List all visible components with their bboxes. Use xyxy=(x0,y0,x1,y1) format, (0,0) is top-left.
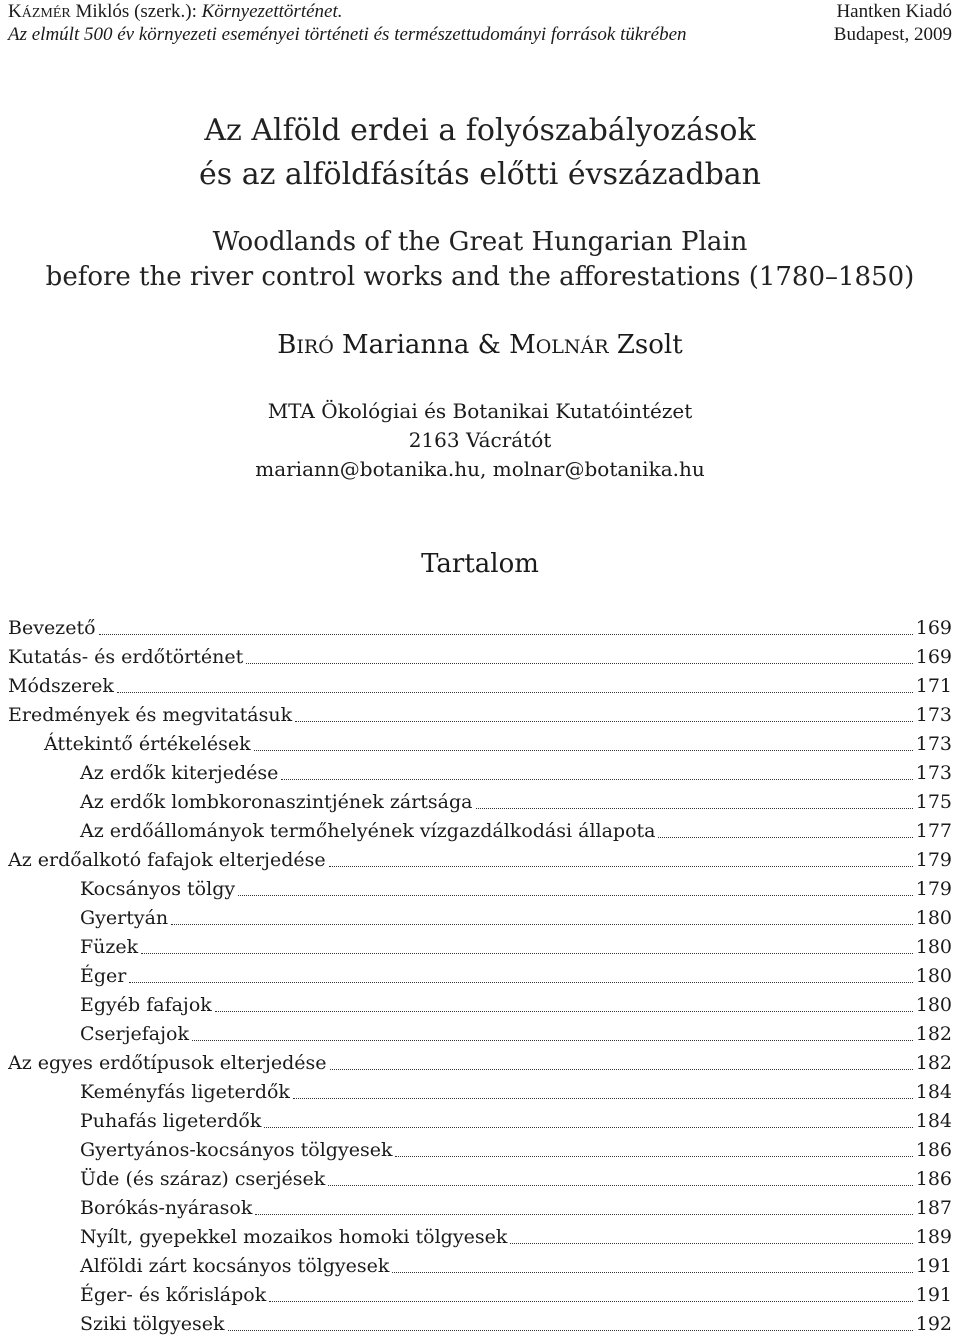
toc-entry xyxy=(8,1136,952,1165)
toc-entry-label: Módszerek xyxy=(8,675,114,697)
editor-surname-initial: K xyxy=(8,1,22,22)
toc-entry-page: 173 xyxy=(915,733,952,755)
toc-title: Tartalom xyxy=(421,549,539,579)
toc-dot-leader xyxy=(171,924,913,925)
toc-entry-page: 187 xyxy=(915,1197,952,1219)
toc-entry xyxy=(8,933,952,962)
toc-dot-leader xyxy=(395,1156,912,1157)
toc-entry xyxy=(8,1165,952,1194)
toc-entry-page: 184 xyxy=(915,1110,952,1132)
toc-dot-leader xyxy=(99,634,913,635)
toc-dot-leader xyxy=(192,1040,913,1041)
toc-dot-leader xyxy=(658,837,912,838)
toc-entry-label: Üde (és száraz) cserjések xyxy=(80,1168,326,1190)
toc-entry-page: 180 xyxy=(915,936,952,958)
toc-entry xyxy=(8,846,952,875)
book-title: Környezettörténet. xyxy=(201,1,343,22)
author2-surname-initial: M xyxy=(509,330,536,360)
toc-entry-page: 189 xyxy=(915,1226,952,1248)
toc-dot-leader xyxy=(281,779,912,780)
toc-entry-page: 192 xyxy=(915,1313,952,1335)
table-of-contents xyxy=(8,614,952,1339)
toc-entry xyxy=(8,1281,952,1310)
toc-entry-label: Az erdők lombkoronaszintjének zártsága xyxy=(80,791,473,813)
toc-entry-page: 173 xyxy=(915,762,952,784)
header-row-1 xyxy=(8,0,952,23)
toc-entry xyxy=(8,991,952,1020)
toc-entry-page: 191 xyxy=(915,1284,952,1306)
toc-entry xyxy=(8,1252,952,1281)
emails: mariann@botanika.hu, molnar@botanika.hu xyxy=(255,457,705,481)
toc-entry xyxy=(8,701,952,730)
toc-entry xyxy=(8,1049,952,1078)
toc-entry-page: 175 xyxy=(915,791,952,813)
toc-dot-leader xyxy=(293,1098,913,1099)
toc-entry-label: Gyertyános-kocsányos tölgyesek xyxy=(80,1139,393,1161)
toc-dot-leader xyxy=(255,1214,912,1215)
toc-dot-leader xyxy=(476,808,913,809)
author1-surname-initial: B xyxy=(277,330,297,360)
book-subtitle: Az elmúlt 500 év környezeti eseményei történeti és természettudományi források tükrében xyxy=(8,24,687,45)
toc-entry xyxy=(8,1107,952,1136)
toc-dot-leader xyxy=(129,982,912,983)
address: 2163 Vácrátót xyxy=(408,428,552,452)
toc-dot-leader xyxy=(264,1127,912,1128)
running-header xyxy=(8,0,952,46)
toc-entry-label: Puhafás ligeterdők xyxy=(80,1110,262,1132)
toc-dot-leader xyxy=(117,692,913,693)
toc-entry xyxy=(8,1078,952,1107)
toc-dot-leader xyxy=(228,1330,913,1331)
toc-entry-label: Az erdők kiterjedése xyxy=(80,762,279,784)
toc-entry-page: 169 xyxy=(915,646,952,668)
toc-entry-page: 191 xyxy=(915,1255,952,1277)
toc-entry-label: Az erdőalkotó fafajok elterjedése xyxy=(8,849,326,871)
toc-dot-leader xyxy=(330,1069,913,1070)
toc-entry-page: 182 xyxy=(915,1052,952,1074)
toc-entry-label: Keményfás ligeterdők xyxy=(80,1081,290,1103)
toc-dot-leader xyxy=(269,1301,913,1302)
publisher: Hantken Kiadó xyxy=(836,1,952,22)
toc-entry-label: Kutatás- és erdőtörténet xyxy=(8,646,244,668)
toc-entry-page: 180 xyxy=(915,907,952,929)
toc-entry-label: Cserjefajok xyxy=(80,1023,189,1045)
toc-dot-leader xyxy=(329,866,913,867)
toc-entry-label: Kocsányos tölgy xyxy=(80,878,236,900)
toc-entry-page: 179 xyxy=(915,878,952,900)
toc-entry xyxy=(8,672,952,701)
toc-dot-leader xyxy=(238,895,913,896)
ampersand: & xyxy=(469,330,510,360)
toc-entry-page: 173 xyxy=(915,704,952,726)
toc-entry xyxy=(8,643,952,672)
toc-entry-label: Eredmények és megvitatásuk xyxy=(8,704,293,726)
toc-entry xyxy=(8,759,952,788)
toc-entry-page: 180 xyxy=(915,994,952,1016)
toc-entry xyxy=(8,817,952,846)
title-en-line-2: before the river control works and the afforestations (1780–1850) xyxy=(45,262,915,292)
toc-entry xyxy=(8,1194,952,1223)
toc-entry-page: 184 xyxy=(915,1081,952,1103)
toc-entry-page: 182 xyxy=(915,1023,952,1045)
header-row-2 xyxy=(8,23,952,46)
toc-dot-leader xyxy=(246,663,912,664)
toc-entry-label: Füzek xyxy=(80,936,139,958)
toc-entry-label: Gyertyán xyxy=(80,907,169,929)
toc-entry-page: 169 xyxy=(915,617,952,639)
toc-entry-page: 179 xyxy=(915,849,952,871)
toc-entry-label: Egyéb fafajok xyxy=(80,994,212,1016)
toc-entry-label: Nyílt, gyepekkel mozaikos homoki tölgyesek xyxy=(80,1226,508,1248)
institute: MTA Ökológiai és Botanikai Kutatóintézet xyxy=(267,399,693,423)
book-citation xyxy=(8,0,343,23)
toc-entry-label: Bevezető xyxy=(8,617,96,639)
editor-surname-rest: ÁZMÉR xyxy=(21,6,71,21)
toc-entry-label: Az erdőállományok termőhelyének vízgazdálkodási állapota xyxy=(80,820,656,842)
toc-entry xyxy=(8,962,952,991)
toc-entry xyxy=(8,1310,952,1339)
toc-dot-leader xyxy=(141,953,913,954)
toc-entry-page: 171 xyxy=(915,675,952,697)
toc-entry-label: Az egyes erdőtípusok elterjedése xyxy=(8,1052,327,1074)
toc-dot-leader xyxy=(215,1011,913,1012)
toc-entry-label: Borókás-nyárasok xyxy=(80,1197,253,1219)
toc-entry-page: 186 xyxy=(915,1139,952,1161)
toc-entry xyxy=(8,788,952,817)
toc-entry xyxy=(8,875,952,904)
toc-entry xyxy=(8,904,952,933)
toc-entry xyxy=(8,1020,952,1049)
editor-given-name: Miklós (szerk.): xyxy=(70,1,202,22)
toc-dot-leader xyxy=(510,1243,912,1244)
author2-given: Zsolt xyxy=(608,330,683,360)
toc-entry-label: Áttekintő értékelések xyxy=(44,733,251,755)
author1-surname-rest: IRÓ xyxy=(296,336,334,358)
authors xyxy=(0,328,960,364)
place-year: Budapest, 2009 xyxy=(833,24,952,45)
toc-dot-leader xyxy=(295,721,913,722)
toc-entry xyxy=(8,730,952,759)
toc-entry xyxy=(8,1223,952,1252)
toc-entry-page: 186 xyxy=(915,1168,952,1190)
title-en-line-1: Woodlands of the Great Hungarian Plain xyxy=(212,227,748,257)
toc-dot-leader xyxy=(254,750,913,751)
title-hu-line-1: Az Alföld erdei a folyószabályozások xyxy=(204,113,756,148)
toc-entry xyxy=(8,614,952,643)
toc-entry-label: Éger- és kőrislápok xyxy=(80,1284,267,1306)
toc-entry-page: 177 xyxy=(915,820,952,842)
toc-entry-label: Éger xyxy=(80,965,127,987)
author2-surname-rest: OLNÁR xyxy=(535,336,609,358)
toc-dot-leader xyxy=(328,1185,913,1186)
toc-entry-label: Alföldi zárt kocsányos tölgyesek xyxy=(80,1255,390,1277)
toc-entry-label: Sziki tölgyesek xyxy=(80,1313,225,1335)
toc-entry-page: 180 xyxy=(915,965,952,987)
toc-dot-leader xyxy=(392,1272,912,1273)
author1-given: Marianna xyxy=(333,330,470,360)
title-hu-line-2: és az alföldfásítás előtti évszázadban xyxy=(199,157,761,192)
